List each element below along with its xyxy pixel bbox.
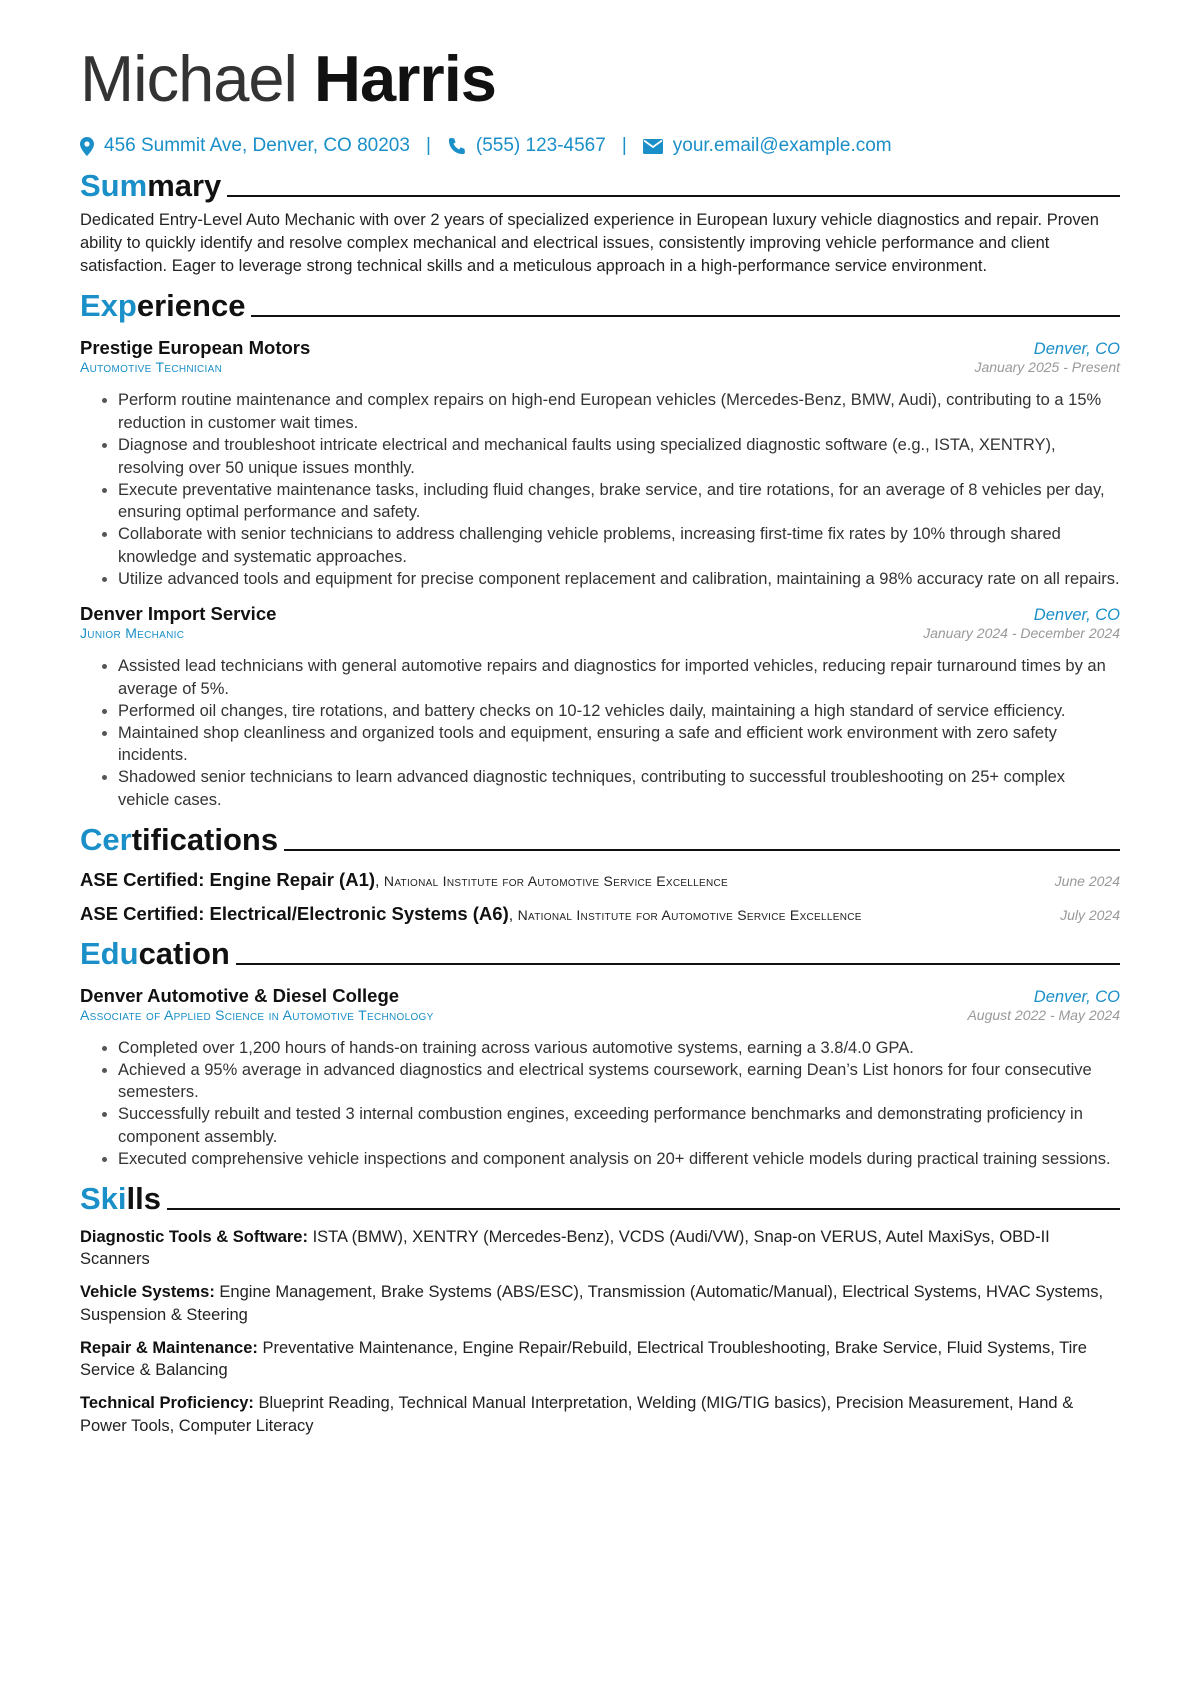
experience-entry (80, 603, 1120, 811)
certification-item: ASE Certified: Engine Repair (A1), National Institute for Automotive Service Excellence June 2024 (80, 868, 1120, 890)
list-item: • Collaborate with senior technicians to address challenging vehicle problems, increasing first-time fix rates by 10% through shared knowledge and systematic approaches. (118, 523, 1120, 569)
degree-title: Associate of Applied Science in Automotive Technology (80, 1006, 434, 1023)
job-dates: January 2025 - Present (974, 359, 1120, 376)
school-name: Denver Automotive & Diesel College (80, 984, 400, 1006)
certification-date: June 2024 (1054, 872, 1120, 889)
list-item: • Shadowed senior technicians to learn advanced diagnostic techniques, contributing to successful troubleshooting on 25+ complex vehicle cases. (118, 766, 1120, 812)
summary-heading: Summary (80, 169, 1120, 203)
skills-heading: Skills (80, 1182, 1120, 1216)
list-item: • Completed over 1,200 hours of hands-on training across various automotive systems, earning a 3.8/4.0 GPA. (118, 1037, 1120, 1060)
job-bullets (80, 389, 1120, 590)
skill-category: Vehicle Systems: (80, 1283, 215, 1302)
job-location: Denver, CO (1033, 606, 1120, 625)
envelope-icon (643, 139, 663, 154)
list-item: • Executed comprehensive vehicle inspections and component analysis on 20+ different vehicle models during practical training sessions. (118, 1148, 1120, 1171)
job-bullets (80, 655, 1120, 811)
address-text: 456 Summit Ave, Denver, CO 80203 (104, 135, 410, 156)
job-location: Denver, CO (1033, 340, 1120, 359)
certification-title: ASE Certified: Electrical/Electronic Systems (A6) (80, 902, 509, 924)
section-rule (284, 849, 1120, 851)
phone-icon (447, 137, 466, 156)
list-item: • Successfully rebuilt and tested 3 internal combustion engines, exceeding performance benchmarks and demonstrating proficiency in component assembly. (118, 1103, 1120, 1149)
certification-issuer: National Institute for Automotive Service Excellence (383, 872, 729, 889)
certification-issuer: National Institute for Automotive Service Excellence (517, 906, 862, 923)
phone-text: (555) 123-4567 (475, 135, 606, 156)
list-item: • Diagnose and troubleshoot intricate electrical and mechanical faults using specialized diagnostic software (e.g., ISTA, XENTRY), resolving over 50 unique issues monthly. (118, 434, 1120, 480)
list-item: • Assisted lead technicians with general automotive repairs and diagnostics for imported vehicles, reducing repair turnaround times by an average of 5%. (118, 655, 1120, 701)
section-rule (251, 315, 1120, 317)
contact-address (80, 135, 410, 157)
school-location: Denver, CO (1033, 987, 1120, 1006)
skill-values: Engine Management, Brake Systems (ABS/ESC), Transmission (Automatic/Manual), Electrical Systems, HVAC Systems, Suspension & Steering (80, 1283, 1104, 1324)
job-title: Junior Mechanic (80, 625, 185, 642)
list-item: • Perform routine maintenance and complex repairs on high-end European vehicles (Mercedes-Benz, BMW, Audi), contributing to a 15% reduction in customer wait times. (118, 389, 1120, 435)
email-link[interactable]: your.email@example.com (672, 135, 892, 156)
skill-category: Repair & Maintenance: (80, 1338, 258, 1357)
candidate-name (80, 42, 1120, 115)
experience-heading: Experience (80, 289, 1120, 323)
map-pin-icon (80, 137, 94, 156)
job-title: Automotive Technician (80, 359, 223, 376)
certification-item: ASE Certified: Electrical/Electronic Systems (A6), National Institute for Automotive Service Excellence July 2024 (80, 902, 1120, 924)
skill-values: Blueprint Reading, Technical Manual Interpretation, Welding (MIG/TIG basics), Precision Measurement, Hand & Power Tools, Computer Literacy (80, 1394, 1074, 1435)
list-item: • Maintained shop cleanliness and organized tools and equipment, ensuring a safe and efficient work environment with zero safety incidents. (118, 722, 1120, 768)
list-item: • Utilize advanced tools and equipment for precise component replacement and calibration, maintaining a 98% accuracy rate on all repairs. (118, 568, 1120, 591)
section-rule (227, 195, 1120, 197)
skill-values: ISTA (BMW), XENTRY (Mercedes-Benz), VCDS (Audi/VW), Snap-on VERUS, Autel MaxiSys, OBD-II Scanners (80, 1227, 1050, 1269)
skill-category: Diagnostic Tools & Software: (80, 1227, 308, 1246)
education-heading: Education (80, 937, 1120, 971)
list-item: • Performed oil changes, tire rotations, and battery checks on 10-12 vehicles daily, maintaining a high standard of service efficiency. (118, 700, 1120, 723)
contact-phone (447, 135, 606, 157)
education-bullets (80, 1037, 1120, 1171)
skill-line (80, 1337, 1120, 1383)
contact-line (80, 135, 1120, 157)
list-item: • Achieved a 95% average in advanced diagnostics and electrical systems coursework, earning Dean’s List honors for four consecutive semesters. (118, 1059, 1120, 1105)
skill-line (80, 1226, 1120, 1272)
education-entry (80, 985, 1120, 1171)
contact-email[interactable] (643, 135, 892, 157)
experience-entry (80, 337, 1120, 590)
contact-separator: | (621, 135, 627, 156)
education-dates: August 2022 - May 2024 (967, 1006, 1120, 1023)
employer-name: Denver Import Service (80, 603, 277, 625)
skill-category: Technical Proficiency: (80, 1394, 254, 1413)
certifications-heading: Certifications (80, 823, 1120, 857)
section-rule (236, 963, 1120, 965)
certification-date: July 2024 (1060, 906, 1120, 923)
list-item: • Execute preventative maintenance tasks, including fluid changes, brake service, and tire rotations, for an average of 8 vehicles per day, ensuring optimal performance and safety. (118, 479, 1120, 525)
skill-values: Preventative Maintenance, Engine Repair/Rebuild, Electrical Troubleshooting, Brake Service, Fluid Systems, Tire Service & Balancing (80, 1338, 1087, 1380)
section-rule (167, 1208, 1120, 1210)
employer-name: Prestige European Motors (80, 337, 311, 359)
summary-text: Dedicated Entry-Level Auto Mechanic with over 2 years of specialized experience in European luxury vehicle diagnostics and repair. Proven ability to quickly identify and resolve complex mechanical and electrical issues, consistently improving vehicle performance and client satisfaction. Eager to leverage strong technical skills and a meticulous approach in a high-performance service environment. (80, 211, 1099, 275)
last-name: Harris (314, 42, 496, 115)
skill-line (80, 1281, 1120, 1327)
job-dates: January 2024 - December 2024 (923, 625, 1120, 642)
first-name: Michael (80, 42, 297, 115)
contact-separator: | (425, 135, 431, 156)
certification-title: ASE Certified: Engine Repair (A1) (80, 868, 376, 890)
skill-line (80, 1392, 1120, 1438)
